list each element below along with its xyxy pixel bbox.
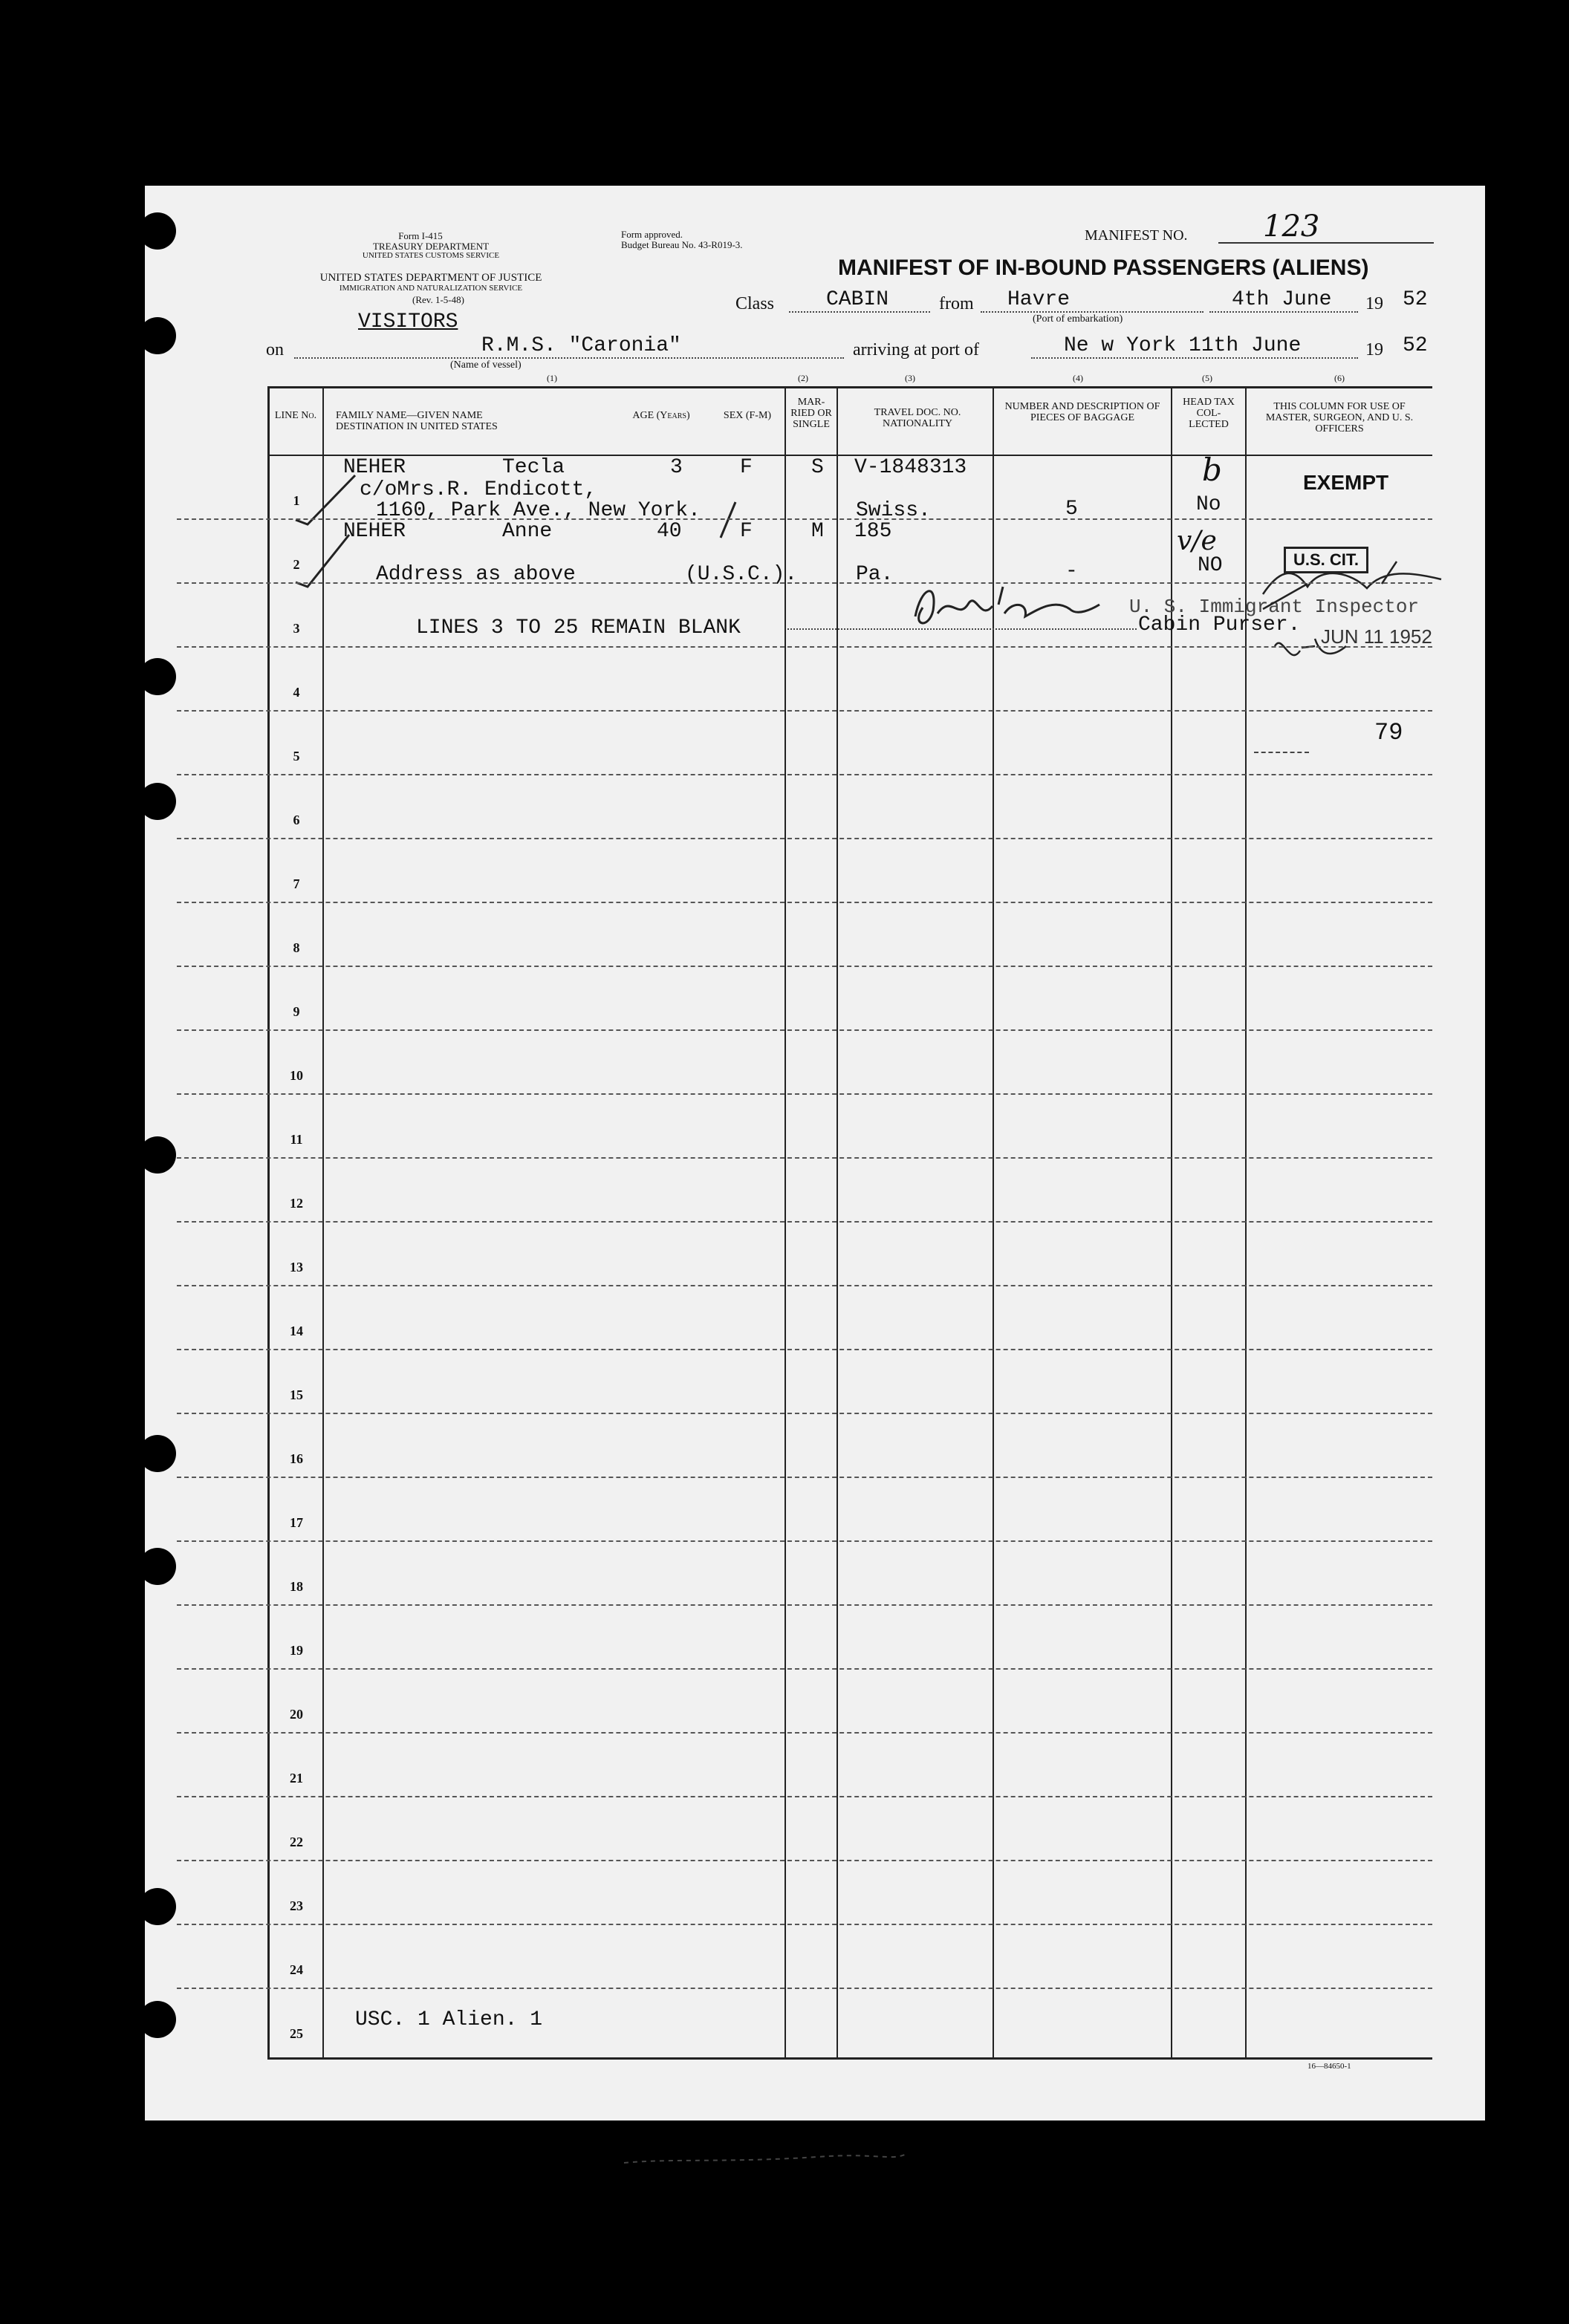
- slash-mark: [721, 502, 735, 538]
- row1-tax: No: [1196, 493, 1221, 516]
- row-divider: [177, 1540, 1432, 1542]
- us-cit-stamp: U.S. CIT.: [1284, 547, 1368, 573]
- header-name: FAMILY NAME—GIVEN NAME DESTINATION IN UNITED STATES: [336, 410, 498, 432]
- year-prefix: 19: [1365, 294, 1383, 313]
- row2-addr: Address as above: [376, 563, 576, 586]
- purser-title: Cabin Purser.: [1138, 613, 1301, 637]
- row2-given: Anne: [502, 520, 553, 543]
- line-number: 16: [290, 1451, 303, 1466]
- row1-baggage: 5: [1065, 498, 1078, 521]
- row-divider: [177, 1988, 1432, 1989]
- ins-service: IMMIGRATION AND NATURALIZATION SERVICE: [339, 284, 523, 293]
- line-number: 14: [290, 1324, 303, 1338]
- line-number: 19: [290, 1643, 303, 1658]
- line-number: 7: [293, 876, 300, 891]
- on-label: on: [266, 340, 284, 359]
- line-number: 15: [290, 1387, 303, 1402]
- row-divider: [177, 1029, 1432, 1031]
- row1-sex: F: [740, 456, 753, 479]
- row2-nationality: Pa.: [856, 563, 894, 586]
- line-number: 23: [290, 1898, 303, 1913]
- header-head-tax: HEAD TAX COL-LECTED: [1183, 397, 1235, 430]
- purser-signature: [915, 587, 1099, 623]
- row-divider: [177, 1796, 1432, 1797]
- treasury-dept: TREASURY DEPARTMENT: [372, 241, 490, 252]
- row-divider: [177, 902, 1432, 903]
- embark-port: Havre: [981, 288, 1203, 313]
- vessel-name: R.M.S. "Caronia": [294, 334, 844, 359]
- line-number: 3: [293, 621, 300, 636]
- row-divider: [177, 1477, 1432, 1478]
- row2-baggage: -: [1065, 560, 1078, 583]
- col-number-5: (5): [1202, 373, 1212, 383]
- arrival-year-prefix: 19: [1365, 340, 1383, 359]
- header-baggage: NUMBER AND DESCRIPTION OF PIECES OF BAGGAGE: [1004, 401, 1160, 423]
- row-divider: [177, 1093, 1432, 1095]
- header-age: AGE (Years): [632, 410, 690, 421]
- col-number-6: (6): [1334, 373, 1345, 383]
- header-line-no: LINE No.: [274, 410, 317, 421]
- row-divider: [177, 1604, 1432, 1606]
- row2-usc: (U.S.C.).: [685, 563, 798, 586]
- line-number: 13: [290, 1260, 303, 1275]
- blank-lines-note: LINES 3 TO 25 REMAIN BLANK: [416, 616, 741, 639]
- depart-year: 52: [1403, 288, 1428, 311]
- line-number: 11: [290, 1132, 303, 1147]
- row2-doc: 185: [854, 520, 892, 543]
- visitors-note: VISITORS: [358, 310, 458, 333]
- embark-port-caption: (Port of embarkation): [1033, 313, 1123, 325]
- row-divider: [177, 966, 1432, 967]
- line-number: 20: [290, 1707, 303, 1722]
- manifest-label: MANIFEST NO.: [1085, 227, 1188, 244]
- header-travel-doc: TRAVEL DOC. NO. NATIONALITY: [874, 407, 961, 429]
- row-divider: [177, 1285, 1432, 1286]
- line-number: 24: [290, 1962, 303, 1977]
- row1-addr2: 1160, Park Ave., New York.: [376, 499, 701, 522]
- manifest-title: MANIFEST OF IN-BOUND PASSENGERS (ALIENS): [838, 255, 1369, 280]
- line-number: 25: [290, 2026, 303, 2041]
- col-number-2: (2): [798, 373, 808, 383]
- row-divider: [177, 1413, 1432, 1414]
- line-number: 12: [290, 1196, 303, 1211]
- manifest-number: 123: [1263, 209, 1320, 244]
- row-divider: [177, 774, 1432, 775]
- budget-bureau: Budget Bureau No. 43-R019-3.: [621, 239, 743, 250]
- inspector-title: U. S. Immigrant Inspector: [1129, 596, 1420, 618]
- col-number-4: (4): [1073, 373, 1083, 383]
- row1-age: 3: [670, 456, 683, 479]
- line-number: 22: [290, 1835, 303, 1849]
- arriving-label: arriving at port of: [853, 340, 979, 359]
- justice-dept: UNITED STATES DEPARTMENT OF JUSTICE: [319, 272, 542, 284]
- line-number: 17: [290, 1515, 303, 1530]
- col-number-1: (1): [547, 373, 557, 383]
- revision: (Rev. 1-5-48): [412, 294, 464, 305]
- vessel-caption: (Name of vessel): [450, 359, 522, 371]
- line-number: 10: [290, 1068, 303, 1083]
- row1-nationality: Swiss.: [856, 499, 931, 522]
- row2-age: 40: [657, 520, 682, 543]
- date-stamp: JUN 11 1952: [1321, 625, 1432, 648]
- row2-marital: M: [811, 520, 824, 543]
- header-sex: SEX (F-M): [723, 410, 772, 421]
- row-divider: [177, 1860, 1432, 1861]
- row-divider: [177, 582, 1432, 584]
- arrival-year: 52: [1403, 334, 1428, 357]
- row2-family: NEHER: [343, 520, 406, 543]
- arrival-port-date: Ne w York 11th June: [1031, 334, 1358, 359]
- col-number-3: (3): [905, 373, 915, 383]
- row-divider: [177, 1349, 1432, 1350]
- row1-given: Tecla: [502, 456, 565, 479]
- tax-initials-mark: v/e: [1177, 526, 1217, 556]
- row1-doc: V-1848313: [854, 456, 967, 479]
- line-number: 1: [293, 493, 300, 508]
- row-divider: [177, 646, 1432, 648]
- row-divider: [177, 1924, 1432, 1925]
- customs-service: UNITED STATES CUSTOMS SERVICE: [362, 251, 500, 260]
- row-divider: [177, 518, 1432, 520]
- line-number: 21: [290, 1771, 303, 1786]
- row2-sex: F: [740, 520, 753, 543]
- row-divider: [177, 838, 1432, 839]
- header-officers: THIS COLUMN FOR USE OF MASTER, SURGEON, AND U. S. OFFICERS: [1265, 401, 1414, 434]
- summary-counts: USC. 1 Alien. 1: [355, 2008, 543, 2031]
- row2-tax: NO: [1198, 554, 1223, 577]
- form-footer-code: 16—84650-1: [1308, 2062, 1351, 2071]
- class-label: Class: [735, 294, 775, 313]
- row1-family: NEHER: [343, 456, 406, 479]
- line-number: 18: [290, 1579, 303, 1594]
- from-label: from: [939, 294, 974, 313]
- header-married: MAR-RIED OR SINGLE: [790, 397, 832, 430]
- row-divider: [177, 1157, 1432, 1159]
- line-number: 6: [293, 813, 300, 827]
- row-divider: [177, 1732, 1432, 1734]
- row-divider: [177, 710, 1432, 712]
- form-approved: Form approved.: [621, 229, 683, 240]
- depart-date: 4th June: [1209, 288, 1358, 313]
- class-value: CABIN: [789, 288, 930, 313]
- line-number: 4: [293, 685, 300, 700]
- count-value: 79: [1374, 719, 1403, 746]
- line-number: 5: [293, 749, 300, 764]
- exempt-stamp: EXEMPT: [1303, 471, 1389, 494]
- bottom-scrawl: [624, 2154, 906, 2163]
- row-divider: [177, 1221, 1432, 1223]
- row1-addr1: c/oMrs.R. Endicott,: [360, 478, 597, 501]
- line-number: 8: [293, 940, 300, 955]
- row-divider: [177, 1668, 1432, 1670]
- line-number: 9: [293, 1004, 300, 1019]
- line-number: 2: [293, 557, 300, 572]
- inspector-signature: [1263, 562, 1441, 609]
- tax-check-mark: b: [1202, 452, 1222, 488]
- row1-marital: S: [811, 456, 824, 479]
- form-number: Form I-415: [398, 230, 443, 241]
